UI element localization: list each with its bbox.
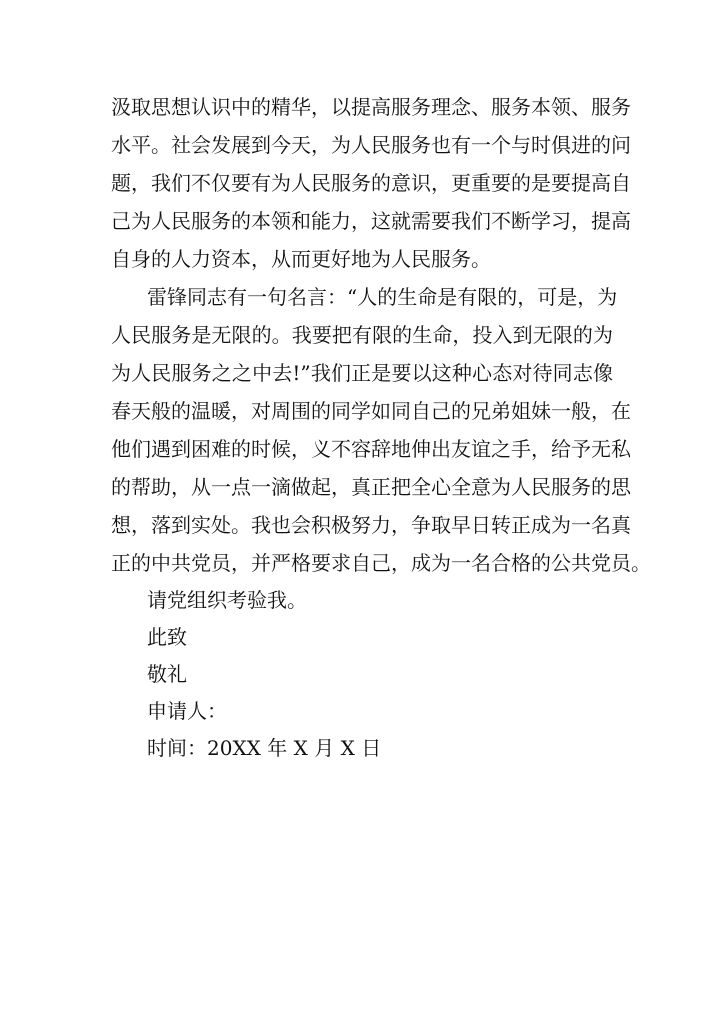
letter-closing — [147, 582, 381, 767]
paragraph1-line: 题，我们不仅要有为人民服务的意识，更重要的是要提高自 — [111, 171, 631, 195]
paragraph2-line: 春天般的温暖，对周围的同学如同自己的兄弟姐妹一般，在 — [111, 399, 631, 423]
paragraph1-line: 自身的人力资本，从而更好地为人民服务。 — [111, 247, 491, 271]
paragraph2-line: 正的中共党员，并严格要求自己，成为一名合格的公共党员。 — [111, 551, 651, 575]
paragraph2-line: 想，落到实处。我也会积极努力，争取早日转正成为一名真 — [111, 513, 631, 537]
paragraph1-line: 己为人民服务的本领和能力，这就需要我们不断学习，提高 — [111, 209, 631, 233]
closing-regards: 敬礼 — [147, 662, 187, 686]
paragraph1-line: 水平。社会发展到今天，为人民服务也有一个与时俱进的问 — [111, 133, 631, 157]
paragraph2-line: 为人民服务之之中去!”我们正是要以这种心态对待同志像 — [111, 361, 613, 385]
paragraph1-line: 汲取思想认识中的精华，以提高服务理念、服务本领、服务 — [111, 95, 631, 119]
applicant-label: 申请人： — [147, 699, 227, 723]
paragraph2-line: 他们遇到困难的时候，义不容辞地伸出友谊之手，给予无私 — [111, 437, 631, 461]
closing-request: 请党组织考验我。 — [147, 588, 307, 612]
paragraph2-line: 人民服务是无限的。我要把有限的生命，投入到无限的为 — [111, 323, 613, 347]
letter-body — [111, 88, 651, 582]
paragraph2-line: 雷锋同志有一句名言：“人的生命是有限的，可是，为 — [147, 285, 618, 309]
date-line: 时间：20XX 年 X 月 X 日 — [147, 736, 382, 760]
closing-salutation: 此致 — [147, 625, 187, 649]
paragraph2-line: 的帮助，从一点一滴做起，真正把全心全意为人民服务的思 — [111, 475, 631, 499]
